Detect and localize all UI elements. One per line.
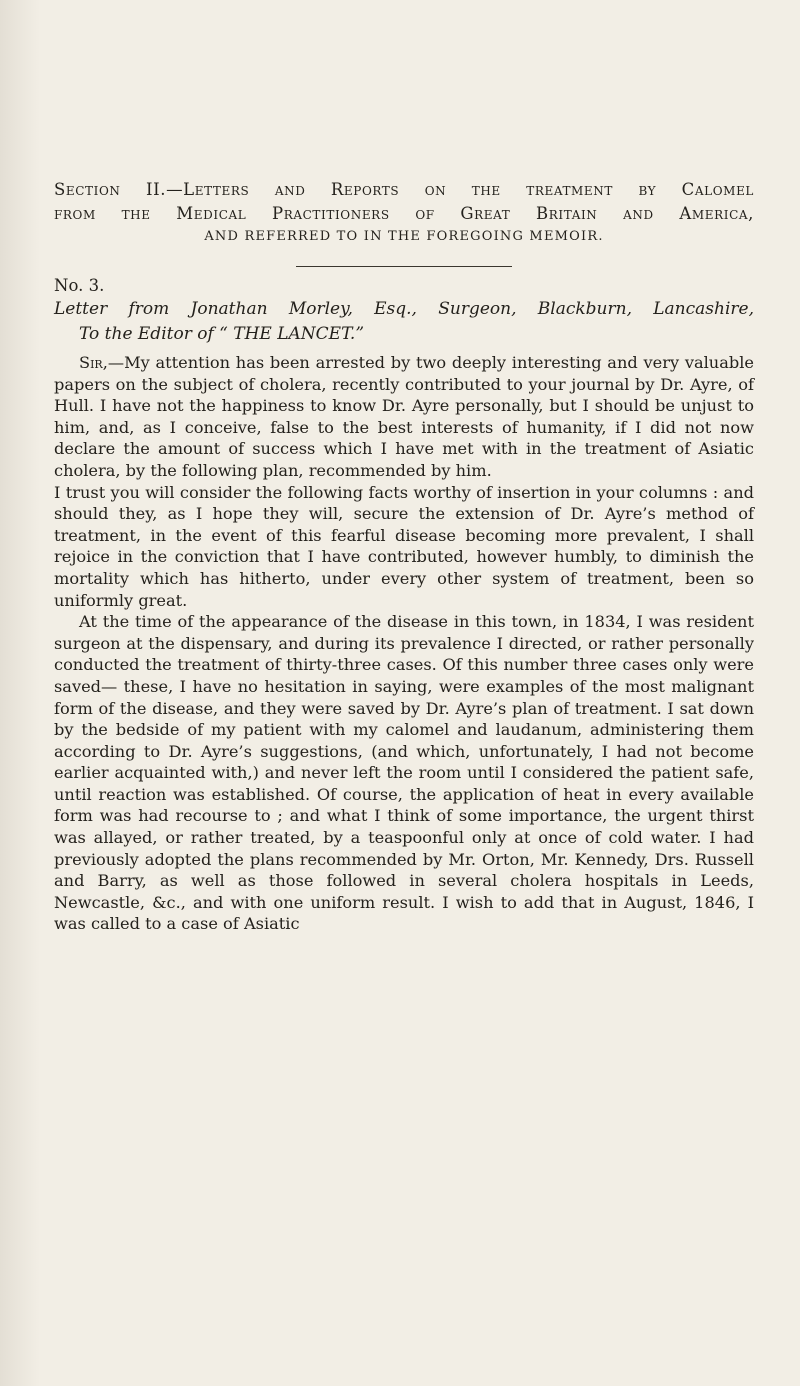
- section-heading-line3: AND REFERRED TO IN THE FOREGOING MEMOIR.: [204, 229, 604, 244]
- document-body: [54, 178, 754, 935]
- section-heading-line2: from the Medical Practitioners of Great Britain and America,: [54, 204, 754, 223]
- section-heading-line1: Section II.—Letters and Reports on the treatment by Calomel: [54, 180, 754, 199]
- letter-number: No. 3.: [54, 276, 105, 295]
- letter-to-line: To the Editor of “ THE LANCET.”: [79, 324, 365, 344]
- letter-paragraph-2: I trust you will consider the following facts worthy of insertion in your columns : and should they, as I hope they will, secure the extension of Dr. Ayre’s method of treatment, in the event of this fearful disease becoming more prevalent, I shall rejoice in the conviction that I have contributed, however humbly, to diminish the mortality which has hitherto, under every other system of treatment, been so uniformly great.: [54, 482, 754, 610]
- letter-from-line: Letter from Jonathan Morley, Esq., Surgeon, Blackburn, Lancashire,: [54, 299, 754, 319]
- letter-paragraph-1: [54, 352, 754, 482]
- letter-paragraph-3: At the time of the appearance of the disease in this town, in 1834, I was resident surgeon at the dispensary, and during its prevalence I directed, or rather personally conducted the treatment of thirty-three cases. Of this number three cases only were saved— these, I have no hesitation in saying, were examples of the most malignant form of the disease, and they were saved by Dr. Ayre’s plan of treatment. I sat down by the bedside of my patient with my calomel and laudanum, administering them according to Dr. Ayre’s suggestions, (and which, unfortunately, I had not become earlier acquainted with,) and never left the room until I considered the patient safe, until reaction was established. Of course, the application of heat in every available form was had recourse to ; and what I think of some importance, the urgent thirst was allayed, or rather treated, by a teaspoonful only at once of cold water. I had previously adopted the plans recommended by Mr. Orton, Mr. Kennedy, Drs. Russell and Barry, as well as those followed in several cholera hospitals in Leeds, Newcastle, &c., and with one uniform result. I wish to add that in August, 1846, I was called to a case of Asiatic: [54, 612, 754, 934]
- section-divider: [296, 266, 512, 267]
- paragraph-1-text: —My attention has been arrested by two deeply interesting and very valuable papers on the subject of cholera, recently contributed to your journal by Dr. Ayre, of Hull. I have not the happiness to know Dr. Ayre personally, but I should be unjust to him, and, as I conceive, false to the best interests of humanity, if I did not now declare the amount of success which I have met with in the treatment of Asiatic cholera, by the following plan, recommended by him.: [54, 353, 754, 480]
- salutation: Sir,: [79, 353, 108, 372]
